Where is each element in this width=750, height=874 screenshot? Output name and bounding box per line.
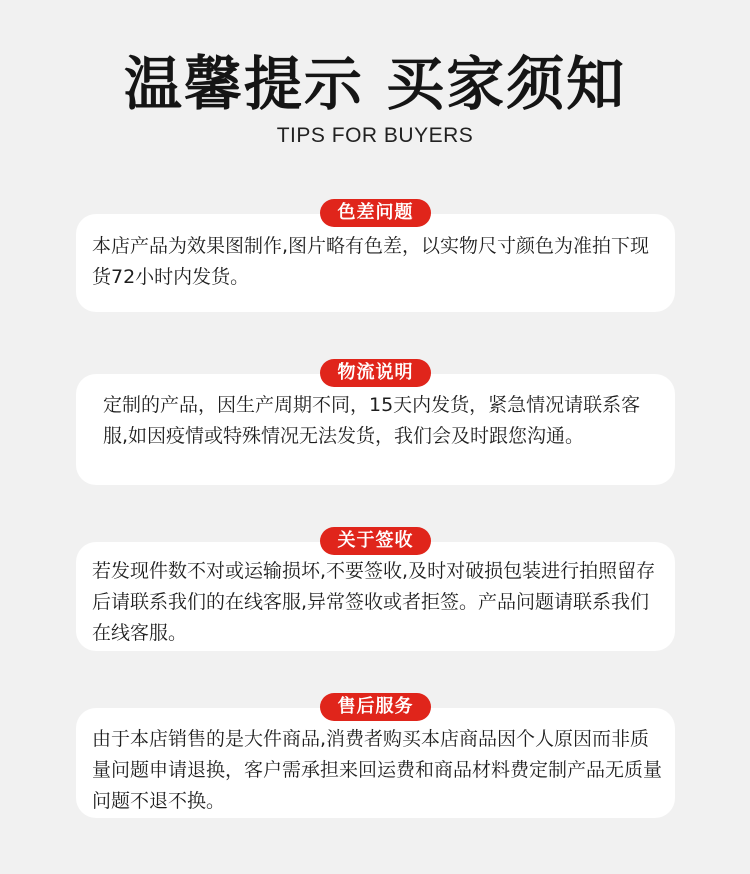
section-badge-after-sales: 售后服务 xyxy=(320,693,431,721)
section-text-after-sales: 由于本店销售的是大件商品,消费者购买本店商品因个人原因而非质量问题申请退换，客户需承担来回运费和商品材料费定制产品无质量问题不退不换。 xyxy=(92,728,663,812)
section-badge-receipt: 关于签收 xyxy=(320,527,431,555)
section-card-color-difference xyxy=(76,214,675,312)
section-card-receipt xyxy=(76,542,675,651)
page-title: 温馨提示 买家须知 xyxy=(123,50,627,118)
section-text-color-difference: 本店产品为效果图制作,图片略有色差，以实物尺寸颜色为准拍下现货72小时内发货。 xyxy=(92,235,650,288)
section-badge-logistics: 物流说明 xyxy=(320,359,431,387)
section-text-receipt: 若发现件数不对或运输损坏,不要签收,及时对破损包装进行拍照留存后请联系我们的在线客服,异常签收或者拒签。产品问题请联系我们在线客服。 xyxy=(92,560,656,644)
page-subtitle: TIPS FOR BUYERS xyxy=(276,124,474,147)
section-card-logistics xyxy=(76,374,675,485)
section-text-logistics: 定制的产品，因生产周期不同，15天内发货，紧急情况请联系客服,如因疫情或特殊情况无法发货，我们会及时跟您沟通。 xyxy=(103,394,641,447)
section-badge-color-difference: 色差问题 xyxy=(320,199,431,227)
section-card-after-sales xyxy=(76,708,675,818)
